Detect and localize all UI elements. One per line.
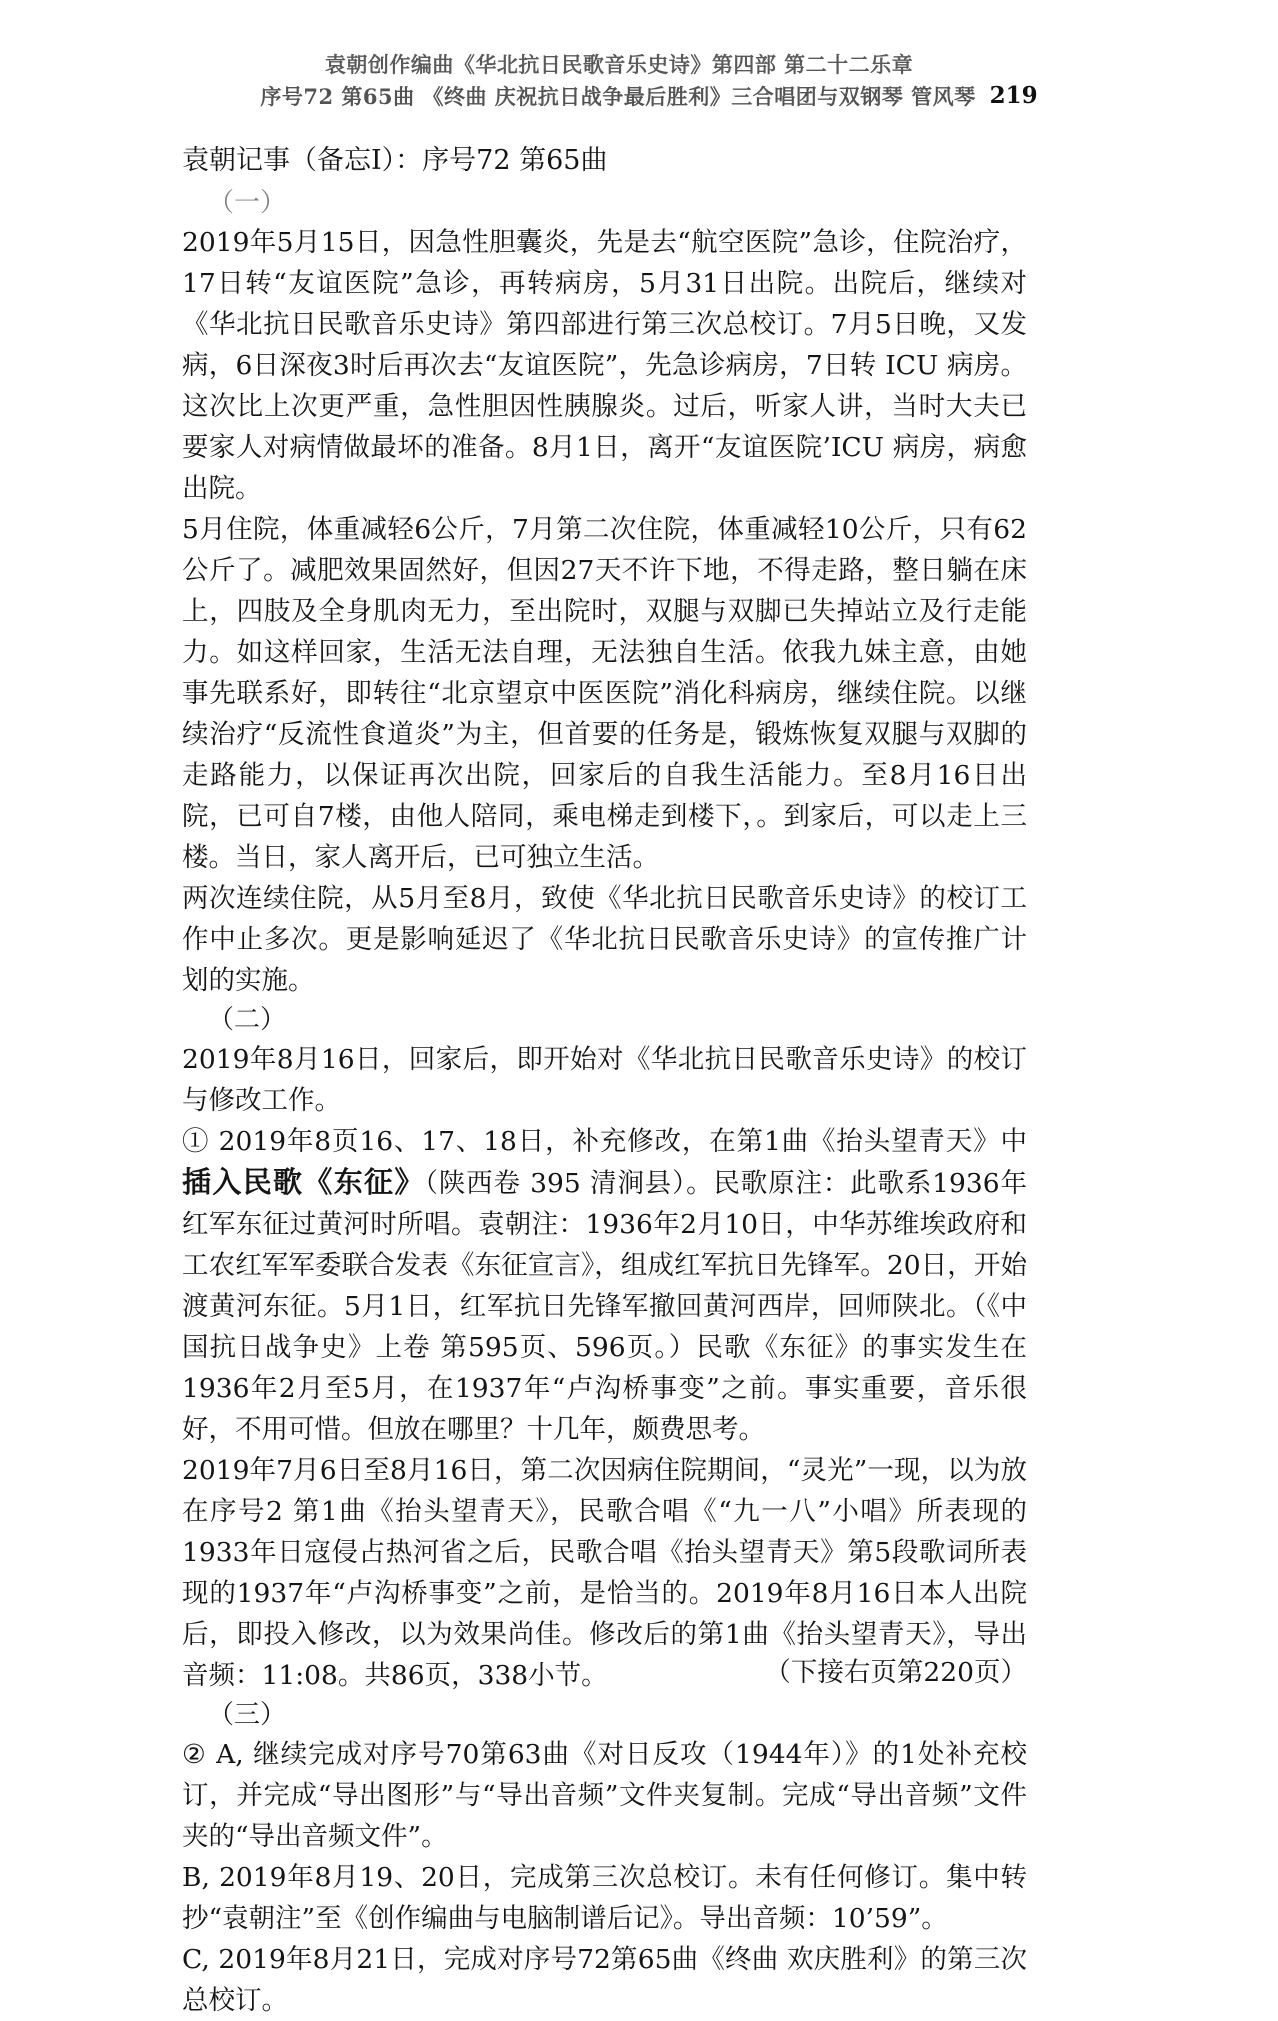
emphasis-folk-song-dongzheng: 民歌《东征》: [242, 1165, 425, 1199]
paragraph-1: 2019年5月15日，因急性胆囊炎，先是去“航空医院”急诊，住院治疗，17日转“友谊医院”急诊，再转病房，5月31日出院。出院后，继续对《华北抗日民歌音乐史诗》第四部进行第三次总校订。7月5日晚，又发病，6日深夜3时后再次去“友谊医院”，先急诊病房，7日转 ICU 病房。这次比上次更严重，急性胆因性胰腺炎。过后，听家人讲，当时大夫已要家人对病情做最坏的准备。8月1日，离开“友谊医院’ICU 病房，病愈出院。: [182, 227, 1027, 504]
section-marker-three: （三）: [208, 1700, 287, 1730]
running-head: [0, 52, 1278, 110]
paragraph-5-insert-folk-song: [182, 1121, 1027, 1450]
section-marker-one: （一）: [208, 188, 287, 218]
document-body: [182, 140, 1027, 2021]
paragraph-3: 两次连续住院，从5月至8月，致使《华北抗日民歌音乐史诗》的校订工作中止多次。更是影响延迟了《华北抗日民歌音乐史诗》的宣传推广计划的实施。: [182, 883, 1027, 996]
paragraph-8-item-b: B, 2019年8月19、20日，完成第三次总校订。未有任何修订。集中转抄“袁朝注”至《创作编曲与电脑制谱后记》。导出音频：10’59”。: [182, 1862, 1027, 1934]
paragraph-2: 5月住院，体重减轻6公斤，7月第二次住院，体重减轻10公斤，只有62公斤了。减肥效果固然好，但因27天不许下地，不得走路，整日躺在床上，四肢及全身肌肉无力，至出院时，双腿与双脚已失掉站立及行走能力。如这样回家，生活无法自理，无法独自生活。依我九妹主意，由她事先联系好，即转往“北京望京中医医院”消化科病房，继续住院。以继续治疗“反流性食道炎”为主，但首要的任务是，锻炼恢复双腿与双脚的走路能力，以保证再次出院，回家后的自我生活能力。至8月16日出院，已可自7楼，由他人陪同，乘电梯走到楼下，。到家后，可以走上三楼。当日，家人离开后，已可独立生活。: [182, 514, 1027, 873]
paragraph-4: 2019年8月16日，回家后，即开始对《华北抗日民歌音乐史诗》的校订与修改工作。: [182, 1044, 1027, 1116]
continuation-note: （下接右页第220页）: [764, 1657, 1027, 1688]
header-title-line-2: 序号72 第65曲 《终曲 庆祝抗日战争最后胜利》三合唱团与双钢琴 管风琴: [260, 84, 976, 109]
emphasis-insert: 插入: [182, 1165, 243, 1199]
header-title-line-1: 袁朝创作编曲《华北抗日民歌音乐史诗》第四部 第二十二乐章: [324, 52, 914, 77]
paragraph-5-rest: （陕西卷 395 清涧县）。民歌原注：此歌系1936年红军东征过黄河时所唱。袁朝注：1936年2月10日，中华苏维埃政府和工农红军军委联合发表《东征宣言》，组成红军抗日先锋军。20日，开始渡黄河东征。5月1日，红军抗日先锋军撤回黄河西岸，回师陕北。（《中国抗日战争史》上卷 第595页、596页。）民歌《东征》的事实发生在1936年2月至5月，在1937年“卢沟桥事变”之前。事实重要，音乐很好，不用可惜。但放在哪里？十几年，颇费思考。: [182, 1168, 1027, 1445]
paragraph-5-lead: ① 2019年8页16、17、18日，补充修改，在第1曲《抬头望青天》中: [182, 1126, 1027, 1157]
section-marker-two: （二）: [208, 1005, 287, 1035]
page-number: 219: [989, 82, 1038, 110]
paragraph-9-item-c: C, 2019年8月21日，完成对序号72第65曲《终曲 欢庆胜利》的第三次总校订。: [182, 1944, 1027, 2016]
header-second-row: [0, 82, 1278, 110]
document-title: 袁朝记事（备忘Ⅰ）：序号72 第65曲: [182, 145, 608, 176]
paragraph-7-item-a: ② A, 继续完成对序号70第63曲《对日反攻（1944年）》的1处补充校订，并完成“导出图形”与“导出音频”文件夹复制。完成“导出音频”文件夹的“导出音频文件”。: [182, 1739, 1027, 1852]
paragraph-6: 2019年7月6日至8月16日，第二次因病住院期间，“灵光”一现，以为放在序号2 第1曲《抬头望青天》，民歌合唱《“九一八”小唱》所表现的1933年日寇侵占热河省之后，民歌合唱《抬头望青天》第5段歌词所表现的1937年“卢沟桥事变”之前，是恰当的。2019年8月16日本人出院后，即投入修改，以为效果尚佳。修改后的第1曲《抬头望青天》，导出音频：11:08。共86页，338小节。: [182, 1455, 1027, 1691]
